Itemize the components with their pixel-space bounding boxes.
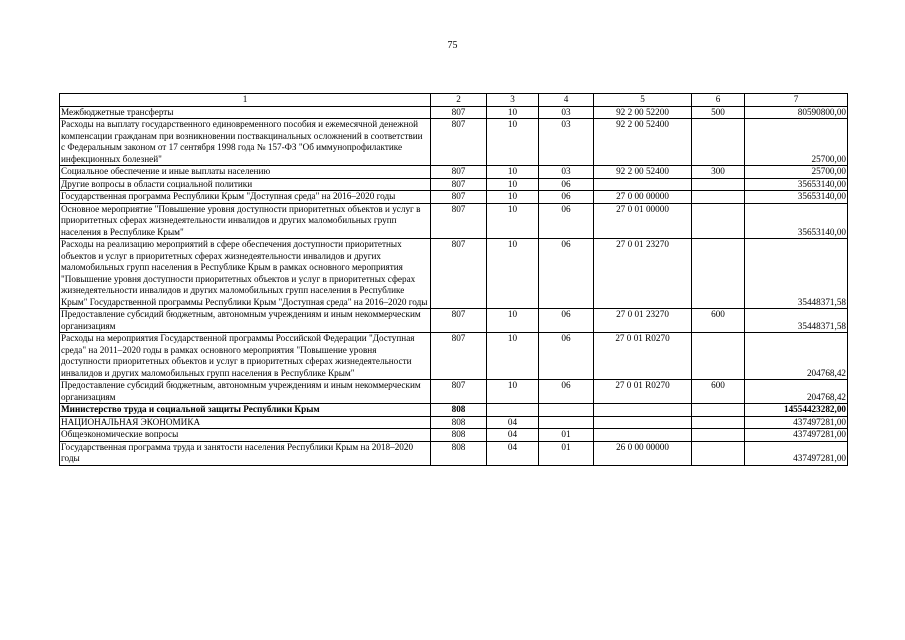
- row-name-cell: Предоставление субсидий бюджетным, автономным учреждениям и иным некоммерческим организациям: [60, 380, 431, 404]
- row-name-cell: Основное мероприятие "Повышение уровня доступности приоритетных объектов и услуг в приоритетных сферах жизнедеятельности инвалидов и других маломобильных групп населения в Республике Крым": [60, 203, 431, 239]
- column-header: 1: [60, 94, 431, 107]
- row-section-cell: 04: [487, 416, 539, 429]
- row-code-gr-cell: 807: [431, 106, 487, 119]
- table-row: [60, 380, 848, 404]
- row-expense-type-cell: [692, 416, 745, 429]
- row-name-cell: Расходы на выплату государственного единовременного пособия и ежемесячной денежной компенсации гражданам при возникновении поствакцинальных осложнений в соответствии с Федеральным законом от 17 сентября 1998 года № 157-ФЗ "Об иммунопрофилактике инфекционных болезней": [60, 119, 431, 166]
- row-target-article-cell: 27 0 01 R0270: [594, 333, 692, 380]
- row-expense-type-cell: [692, 441, 745, 465]
- row-name-cell: Другие вопросы в области социальной политики: [60, 178, 431, 191]
- row-name-cell: Государственная программа Республики Крым "Доступная среда" на 2016–2020 годы: [60, 191, 431, 204]
- row-name-cell: Общеэкономические вопросы: [60, 429, 431, 442]
- column-header: 3: [487, 94, 539, 107]
- row-amount-cell: 80590800,00: [745, 106, 848, 119]
- row-subsection-cell: 06: [539, 203, 594, 239]
- row-target-article-cell: 92 2 00 52200: [594, 106, 692, 119]
- row-subsection-cell: 03: [539, 106, 594, 119]
- row-amount-cell: 25700,00: [745, 119, 848, 166]
- table-row: [60, 416, 848, 429]
- budget-table: [59, 93, 848, 466]
- row-expense-type-cell: 600: [692, 309, 745, 333]
- row-code-gr-cell: 808: [431, 404, 487, 417]
- row-target-article-cell: 26 0 00 00000: [594, 441, 692, 465]
- row-target-article-cell: 27 0 01 23270: [594, 239, 692, 309]
- row-target-article-cell: [594, 429, 692, 442]
- row-section-cell: 10: [487, 203, 539, 239]
- row-subsection-cell: 06: [539, 191, 594, 204]
- page-number: 75: [447, 40, 458, 51]
- row-section-cell: 10: [487, 119, 539, 166]
- row-expense-type-cell: [692, 178, 745, 191]
- row-name-cell: Расходы на реализацию мероприятий в сфере обеспечения доступности приоритетных объектов и услуг в приоритетных сферах жизнедеятельности инвалидов и других маломобильных групп населения в Республике Крым в рамках основного мероприятия "Повышение уровня доступности приоритетных объектов и услуг в приоритетных сферах жизнедеятельности инвалидов и других маломобильных групп населения в Республике Крым" Государственной программы Республики Крым "Доступная среда" на 2016–2020 годы: [60, 239, 431, 309]
- row-expense-type-cell: [692, 119, 745, 166]
- row-expense-type-cell: [692, 191, 745, 204]
- row-section-cell: 10: [487, 380, 539, 404]
- row-expense-type-cell: 600: [692, 380, 745, 404]
- row-section-cell: 10: [487, 106, 539, 119]
- row-code-gr-cell: 807: [431, 191, 487, 204]
- row-target-article-cell: [594, 178, 692, 191]
- table-row: [60, 441, 848, 465]
- row-name-cell: НАЦИОНАЛЬНАЯ ЭКОНОМИКА: [60, 416, 431, 429]
- row-amount-cell: 204768,42: [745, 333, 848, 380]
- row-subsection-cell: 06: [539, 239, 594, 309]
- row-expense-type-cell: 500: [692, 106, 745, 119]
- table-row: [60, 191, 848, 204]
- row-subsection-cell: [539, 416, 594, 429]
- row-section-cell: 04: [487, 441, 539, 465]
- row-target-article-cell: [594, 404, 692, 417]
- row-name-cell: Социальное обеспечение и иные выплаты населению: [60, 166, 431, 179]
- row-amount-cell: 437497281,00: [745, 416, 848, 429]
- row-name-cell: Расходы на мероприятия Государственной программы Российской Федерации "Доступная среда" на 2011–2020 годы в рамках основного мероприятия "Повышение уровня доступности приоритетных объектов и услуг в приоритетных сферах жизнедеятельности инвалидов и других маломобильных групп населения в Республике Крым": [60, 333, 431, 380]
- row-section-cell: 10: [487, 191, 539, 204]
- row-section-cell: 10: [487, 333, 539, 380]
- row-expense-type-cell: [692, 404, 745, 417]
- row-subsection-cell: 01: [539, 441, 594, 465]
- row-code-gr-cell: 807: [431, 309, 487, 333]
- row-section-cell: 10: [487, 309, 539, 333]
- row-expense-type-cell: [692, 203, 745, 239]
- row-code-gr-cell: 808: [431, 416, 487, 429]
- row-code-gr-cell: 807: [431, 178, 487, 191]
- table-row: [60, 119, 848, 166]
- row-section-cell: 10: [487, 239, 539, 309]
- column-header: 5: [594, 94, 692, 107]
- row-expense-type-cell: 300: [692, 166, 745, 179]
- table-row: [60, 203, 848, 239]
- row-code-gr-cell: 808: [431, 441, 487, 465]
- row-amount-cell: 35653140,00: [745, 178, 848, 191]
- row-name-cell: Межбюджетные трансферты: [60, 106, 431, 119]
- column-header: 7: [745, 94, 848, 107]
- row-amount-cell: 204768,42: [745, 380, 848, 404]
- row-subsection-cell: 06: [539, 333, 594, 380]
- row-subsection-cell: 06: [539, 178, 594, 191]
- row-subsection-cell: 03: [539, 166, 594, 179]
- table-header-row: [60, 94, 848, 107]
- row-name-cell: Предоставление субсидий бюджетным, автономным учреждениям и иным некоммерческим организациям: [60, 309, 431, 333]
- row-subsection-cell: 01: [539, 429, 594, 442]
- row-subsection-cell: [539, 404, 594, 417]
- row-code-gr-cell: 807: [431, 380, 487, 404]
- row-target-article-cell: 27 0 01 00000: [594, 203, 692, 239]
- row-subsection-cell: 06: [539, 380, 594, 404]
- column-header: 6: [692, 94, 745, 107]
- row-section-cell: 04: [487, 429, 539, 442]
- row-code-gr-cell: 807: [431, 203, 487, 239]
- row-name-cell: Министерство труда и социальной защиты Республики Крым: [60, 404, 431, 417]
- table-row: [60, 333, 848, 380]
- row-amount-cell: 35448371,58: [745, 309, 848, 333]
- row-amount-cell: 35653140,00: [745, 203, 848, 239]
- row-section-cell: [487, 404, 539, 417]
- row-section-cell: 10: [487, 178, 539, 191]
- row-code-gr-cell: 807: [431, 119, 487, 166]
- row-name-cell: Государственная программа труда и занятости населения Республики Крым на 2018–2020 годы: [60, 441, 431, 465]
- row-amount-cell: 14554423282,00: [745, 404, 848, 417]
- table-row: [60, 404, 848, 417]
- row-amount-cell: 25700,00: [745, 166, 848, 179]
- row-target-article-cell: 27 0 01 23270: [594, 309, 692, 333]
- table-row: [60, 429, 848, 442]
- row-code-gr-cell: 808: [431, 429, 487, 442]
- row-target-article-cell: [594, 416, 692, 429]
- table-row: [60, 178, 848, 191]
- row-target-article-cell: 92 2 00 52400: [594, 166, 692, 179]
- row-expense-type-cell: [692, 333, 745, 380]
- column-header: 4: [539, 94, 594, 107]
- row-target-article-cell: 27 0 01 R0270: [594, 380, 692, 404]
- row-section-cell: 10: [487, 166, 539, 179]
- table-row: [60, 309, 848, 333]
- row-expense-type-cell: [692, 239, 745, 309]
- row-target-article-cell: 27 0 00 00000: [594, 191, 692, 204]
- row-code-gr-cell: 807: [431, 239, 487, 309]
- row-code-gr-cell: 807: [431, 333, 487, 380]
- row-amount-cell: 35653140,00: [745, 191, 848, 204]
- row-subsection-cell: 03: [539, 119, 594, 166]
- row-amount-cell: 437497281,00: [745, 429, 848, 442]
- row-code-gr-cell: 807: [431, 166, 487, 179]
- row-subsection-cell: 06: [539, 309, 594, 333]
- table-row: [60, 106, 848, 119]
- row-expense-type-cell: [692, 429, 745, 442]
- row-amount-cell: 437497281,00: [745, 441, 848, 465]
- row-target-article-cell: 92 2 00 52400: [594, 119, 692, 166]
- column-header: 2: [431, 94, 487, 107]
- table-row: [60, 166, 848, 179]
- row-amount-cell: 35448371,58: [745, 239, 848, 309]
- table-row: [60, 239, 848, 309]
